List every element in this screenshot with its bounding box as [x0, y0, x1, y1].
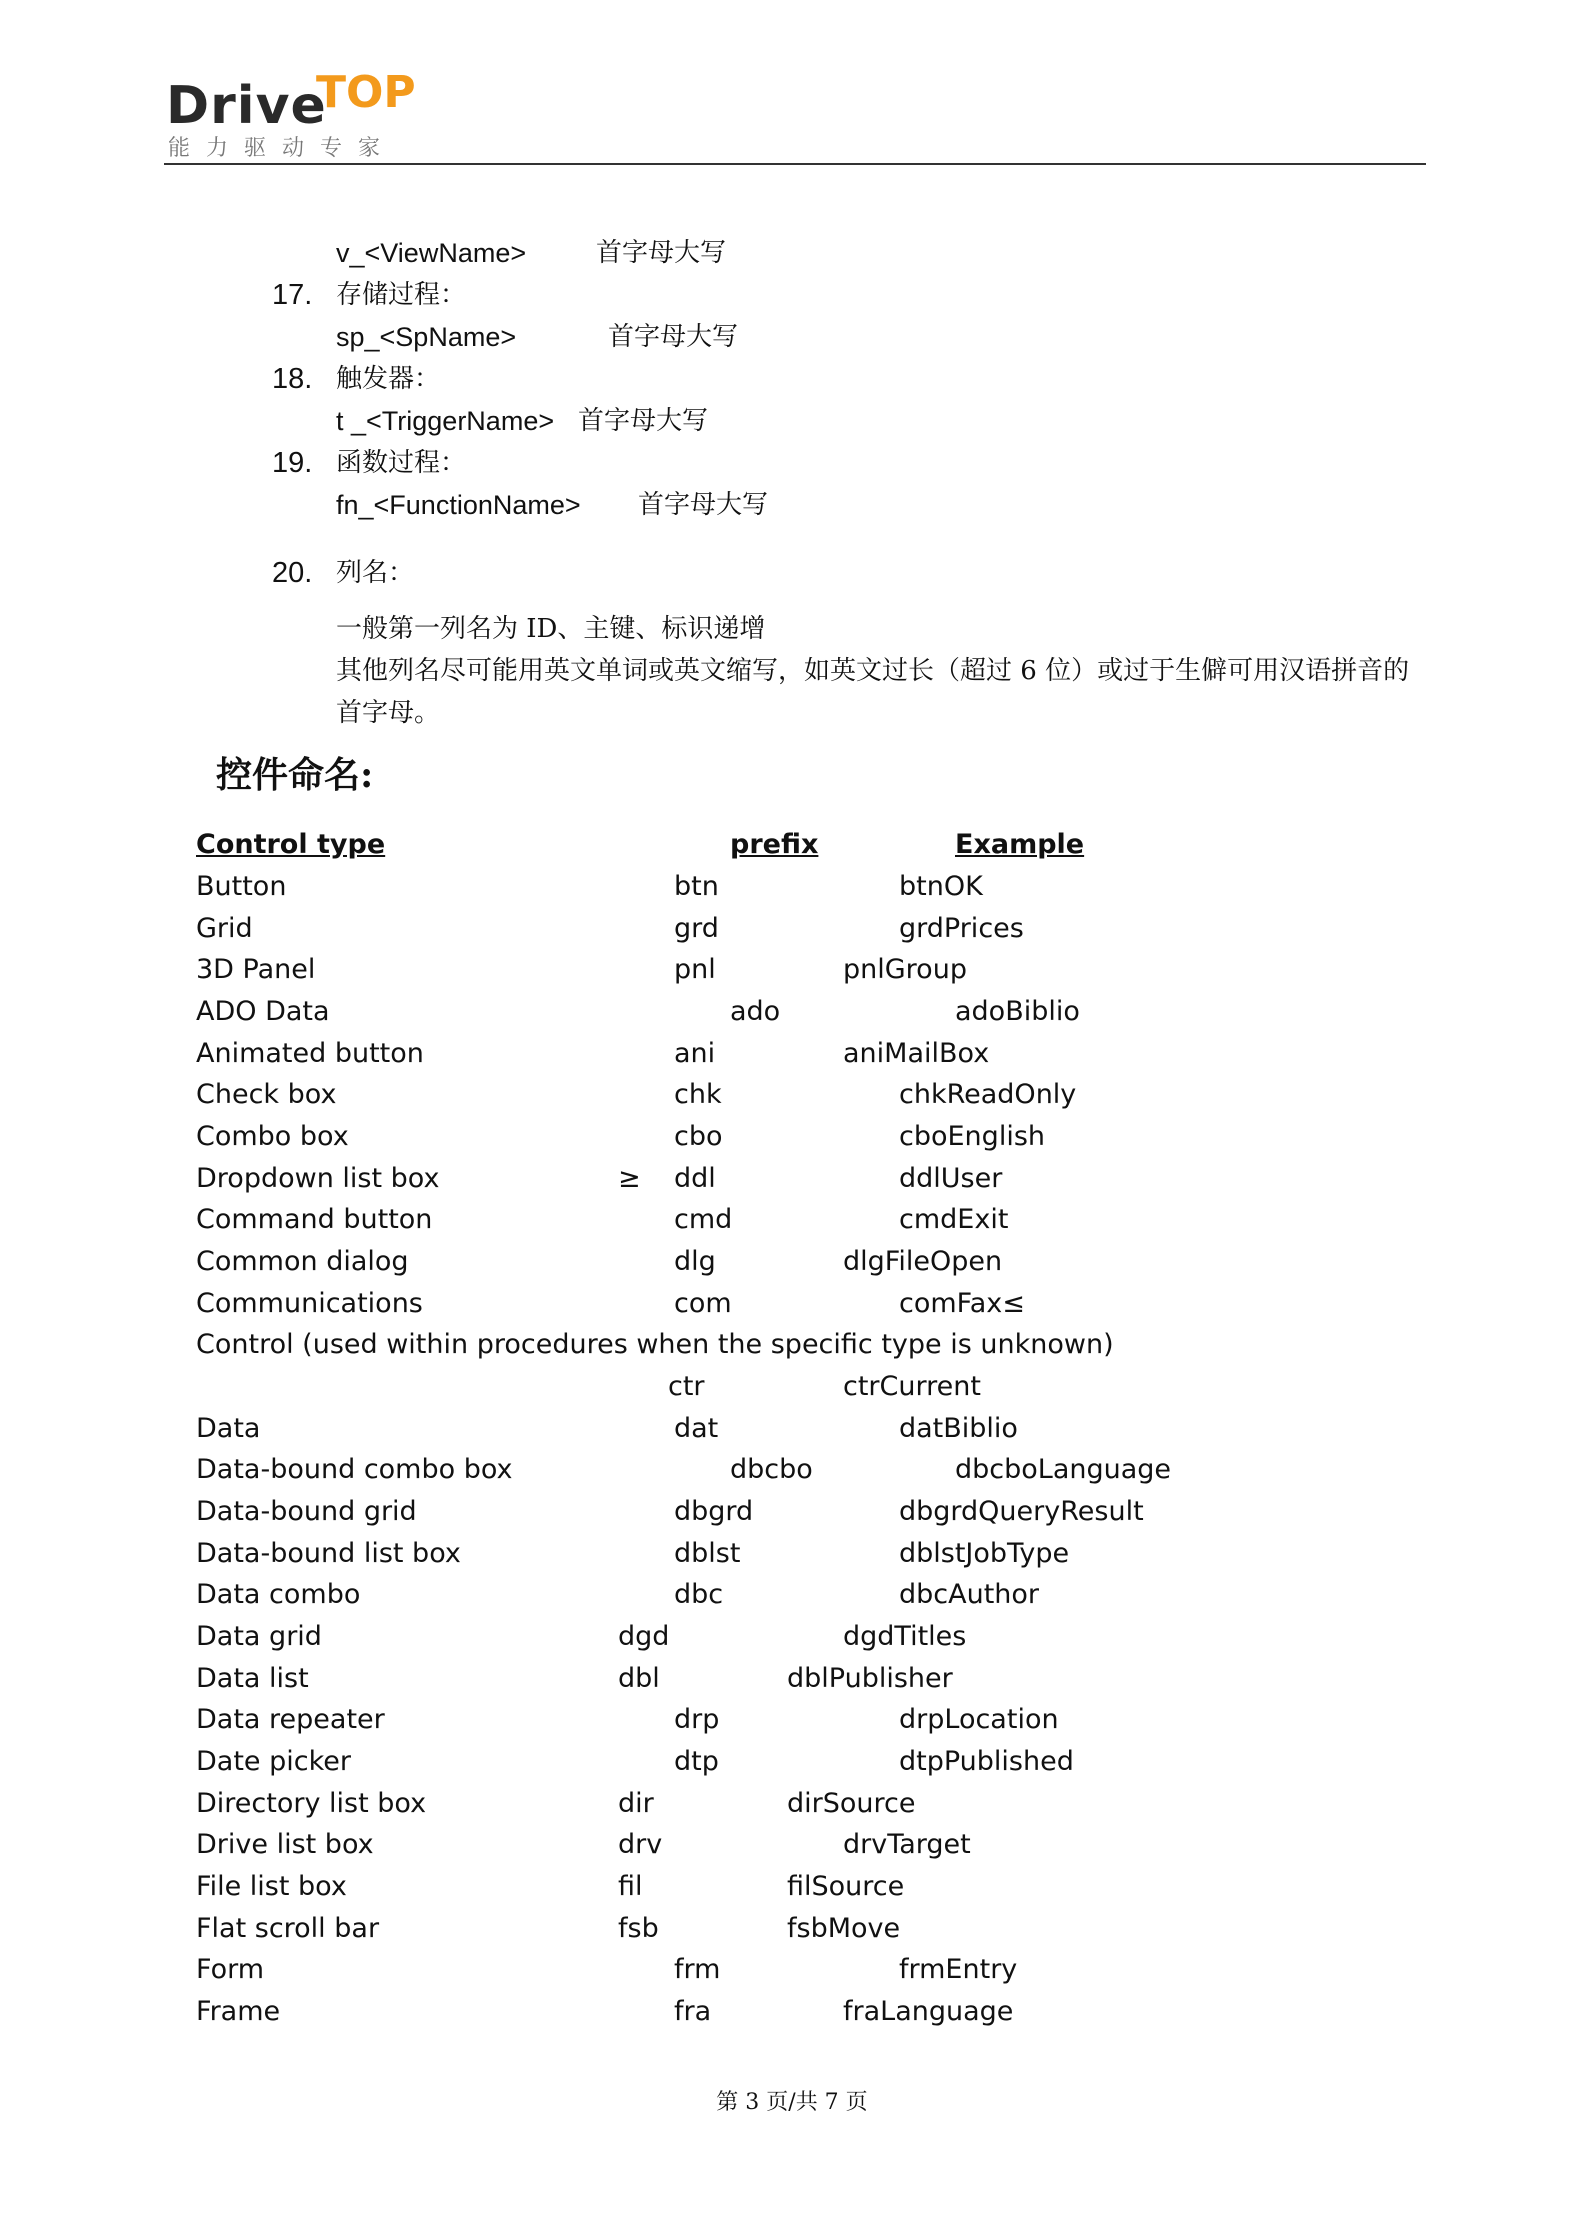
- row-example: dtpPublished: [899, 1746, 1074, 1777]
- row-example: frmEntry: [899, 1954, 1018, 1985]
- row-prefix: ado: [730, 996, 781, 1027]
- row-prefix: grd: [674, 913, 719, 944]
- row-type: Data list: [196, 1663, 309, 1694]
- row-type: Form: [196, 1954, 265, 1985]
- row-example: adoBiblio: [955, 996, 1080, 1027]
- row-prefix: dat: [674, 1413, 719, 1444]
- row-example: fsbMove: [787, 1913, 901, 1944]
- page-footer: 第 3 页/共 7 页: [716, 2090, 868, 2115]
- row-type: Animated button: [196, 1038, 424, 1069]
- row-example: grdPrices: [899, 913, 1024, 944]
- naming-rule: 首字母大写: [596, 238, 727, 268]
- row-marker: ≥: [618, 1163, 641, 1194]
- naming-label: 函数过程：: [336, 448, 467, 478]
- logo-drive-text: Drive: [166, 76, 327, 136]
- naming-number: 17.: [272, 279, 313, 311]
- row-example: drvTarget: [843, 1829, 971, 1860]
- row-example: dbcAuthor: [899, 1579, 1040, 1610]
- naming-label: 触发器：: [336, 364, 441, 394]
- header-control-type: Control type: [196, 829, 386, 860]
- naming-number: 18.: [272, 363, 313, 395]
- drivetop-logo: [166, 67, 426, 166]
- row-type: Data combo: [196, 1579, 361, 1610]
- row-example: btnOK: [899, 871, 983, 902]
- columns-line-2: 其他列名尽可能用英文单词或英文缩写，如英文过长（超过 6 位）或过于生僻可用汉语拼音的首字母。: [336, 656, 1410, 728]
- row-prefix: ani: [674, 1038, 716, 1069]
- row-example: chkReadOnly: [899, 1079, 1077, 1110]
- row-type: Button: [196, 871, 287, 902]
- row-prefix: pnl: [674, 954, 716, 985]
- row-example: dbgrdQueryResult: [899, 1496, 1144, 1527]
- row-type: Drive list box: [196, 1829, 374, 1860]
- header-rule: [164, 163, 1426, 165]
- row-prefix: fsb: [618, 1913, 659, 1944]
- row-prefix: dbcbo: [730, 1454, 813, 1485]
- row-prefix: dblst: [674, 1538, 741, 1569]
- row-type: Data-bound combo box: [196, 1454, 513, 1485]
- naming-rule: 首字母大写: [578, 406, 709, 436]
- row-example: fraLanguage: [843, 1996, 1014, 2027]
- naming-number: 19.: [272, 447, 313, 479]
- row-type: Common dialog: [196, 1246, 409, 1277]
- row-prefix: dbl: [618, 1663, 660, 1694]
- row-prefix: dgd: [618, 1621, 670, 1652]
- row-prefix: dir: [618, 1788, 654, 1819]
- row-example: pnlGroup: [843, 954, 967, 985]
- naming-rule: 首字母大写: [608, 322, 739, 352]
- row-example: dblPublisher: [787, 1663, 953, 1694]
- row-type: Dropdown list box: [196, 1163, 440, 1194]
- row-type: Data-bound grid: [196, 1496, 417, 1527]
- row-example: cmdExit: [899, 1204, 1009, 1235]
- row-example: comFax≤: [899, 1288, 1025, 1319]
- section-title: 控件命名:: [216, 754, 374, 796]
- row-type: Flat scroll bar: [196, 1913, 380, 1944]
- row-type: Check box: [196, 1079, 337, 1110]
- row-prefix: cbo: [674, 1121, 723, 1152]
- header-prefix: prefix: [730, 829, 819, 860]
- row-type: Data grid: [196, 1621, 322, 1652]
- row-prefix: drv: [618, 1829, 663, 1860]
- row-example: ctrCurrent: [843, 1371, 981, 1402]
- row-prefix: cmd: [674, 1204, 733, 1235]
- row-type: Data-bound list box: [196, 1538, 461, 1569]
- row-type: Frame: [196, 1996, 281, 2027]
- naming-pattern: sp_<SpName>: [336, 322, 517, 352]
- row-type: Grid: [196, 913, 253, 944]
- row-prefix: fil: [618, 1871, 643, 1902]
- row-example: drpLocation: [899, 1704, 1059, 1735]
- naming-pattern: v_<ViewName>: [336, 238, 527, 268]
- row-type: Control (used within procedures when the specific type is unknown): [196, 1329, 1114, 1360]
- row-prefix: dtp: [674, 1746, 719, 1777]
- row-example: dbcboLanguage: [955, 1454, 1172, 1485]
- row-prefix: frm: [674, 1954, 721, 1985]
- row-example: filSource: [787, 1871, 905, 1902]
- row-example: datBiblio: [899, 1413, 1018, 1444]
- row-type: Date picker: [196, 1746, 351, 1777]
- naming-pattern: fn_<FunctionName>: [336, 490, 581, 520]
- row-prefix: dbc: [674, 1579, 724, 1610]
- row-type: Data: [196, 1413, 261, 1444]
- row-example: dgdTitles: [843, 1621, 967, 1652]
- columns-number: 20.: [272, 557, 313, 589]
- row-prefix: chk: [674, 1079, 722, 1110]
- logo-top-text: TOP: [316, 67, 416, 118]
- row-type: ADO Data: [196, 996, 330, 1027]
- row-type: Data repeater: [196, 1704, 385, 1735]
- row-example: dlgFileOpen: [843, 1246, 1003, 1277]
- row-prefix: dbgrd: [674, 1496, 754, 1527]
- row-example: dblstJobType: [899, 1538, 1070, 1569]
- columns-label: 列名：: [336, 558, 415, 588]
- row-prefix: btn: [674, 871, 719, 902]
- row-prefix: ctr: [668, 1371, 705, 1402]
- row-type: 3D Panel: [196, 954, 316, 985]
- logo-tagline: 能力驱动专家: [168, 136, 397, 161]
- row-example: cboEnglish: [899, 1121, 1045, 1152]
- header-example: Example: [955, 829, 1085, 860]
- row-example: dirSource: [787, 1788, 916, 1819]
- row-type: Combo box: [196, 1121, 349, 1152]
- row-example: ddlUser: [899, 1163, 1003, 1194]
- row-prefix: ddl: [674, 1163, 716, 1194]
- row-type: Communications: [196, 1288, 423, 1319]
- naming-pattern: t _<TriggerName>: [336, 406, 555, 436]
- row-prefix: com: [674, 1288, 732, 1319]
- row-prefix: fra: [674, 1996, 712, 2027]
- row-type: Directory list box: [196, 1788, 427, 1819]
- columns-line-1: 一般第一列名为 ID、主键、标识递增: [336, 614, 766, 644]
- row-prefix: dlg: [674, 1246, 716, 1277]
- naming-label: 存储过程：: [336, 280, 467, 310]
- naming-rule: 首字母大写: [638, 490, 769, 520]
- row-type: File list box: [196, 1871, 347, 1902]
- row-type: Command button: [196, 1204, 433, 1235]
- row-prefix: drp: [674, 1704, 720, 1735]
- row-example: aniMailBox: [843, 1038, 990, 1069]
